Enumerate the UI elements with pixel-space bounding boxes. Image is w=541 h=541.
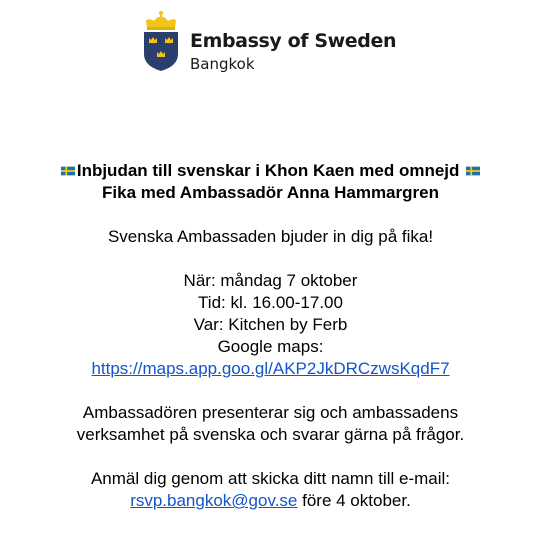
maps-link[interactable]: https://maps.app.goo.gl/AKP2JkDRCzwsKqdF7 bbox=[91, 359, 450, 378]
rsvp-line bbox=[0, 490, 541, 512]
invitation-heading-line1 bbox=[0, 160, 541, 182]
embassy-name: Embassy of Sweden bbox=[190, 30, 397, 52]
rsvp-instruction: Anmäl dig genom att skicka ditt namn till e-mail: bbox=[90, 469, 451, 488]
embassy-logo bbox=[141, 10, 396, 73]
heading-text: Inbjudan till svenskar i Khon Kaen med omnejd bbox=[76, 161, 460, 180]
invitation-heading-line2: Fika med Ambassadör Anna Hammargren bbox=[102, 183, 439, 202]
rsvp-email-link[interactable]: rsvp.bangkok@gov.se bbox=[130, 491, 298, 510]
swedish-flag-icon bbox=[61, 166, 75, 176]
swedish-crest-icon bbox=[141, 10, 181, 72]
event-date: När: måndag 7 oktober bbox=[183, 271, 358, 290]
swedish-flag-icon bbox=[466, 166, 480, 176]
invitation-body bbox=[0, 160, 541, 512]
rsvp-deadline: före 4 oktober. bbox=[297, 491, 411, 510]
embassy-city: Bangkok bbox=[190, 55, 255, 73]
event-location: Var: Kitchen by Ferb bbox=[193, 315, 348, 334]
description-line1: Ambassadören presenterar sig och ambassadens bbox=[82, 403, 459, 422]
event-time: Tid: kl. 16.00-17.00 bbox=[198, 293, 343, 312]
description-line2: verksamhet på svenska och svarar gärna på frågor. bbox=[76, 425, 465, 444]
invitation-intro: Svenska Ambassaden bjuder in dig på fika! bbox=[107, 227, 434, 246]
maps-label: Google maps: bbox=[217, 337, 324, 356]
